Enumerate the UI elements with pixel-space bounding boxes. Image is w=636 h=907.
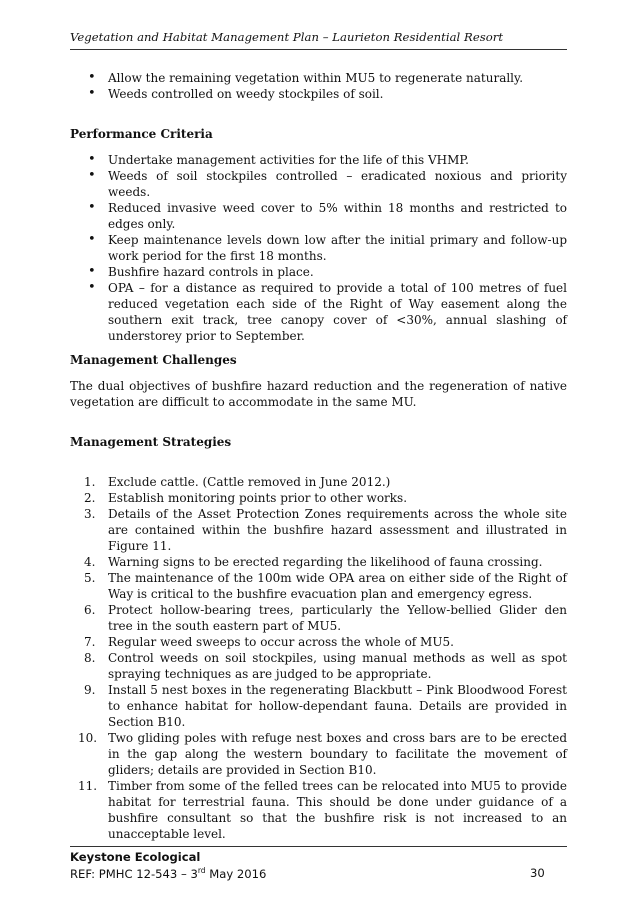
management-strategies-list [70,474,567,842]
item-number: 1. [84,475,96,489]
item-text: Two gliding poles with refuge nest boxes and cross bars are to be erected in the gap along the western boundary to facilitate the movement of gliders; details are provided in Section B10. [108,731,567,777]
list-item [70,602,567,634]
running-header: Vegetation and Habitat Management Plan – Laurieton Residential Resort [70,30,504,44]
item-number: 11. [78,779,98,793]
item-text: Protect hollow-bearing trees, particularly the Yellow-bellied Glider den tree in the south eastern part of MU5. [108,603,567,633]
list-item [70,506,567,554]
item-number: 9. [84,683,96,697]
item-text: The maintenance of the 100m wide OPA area on either side of the Right of Way is critical to the bushfire evacuation plan and emergency egress. [108,571,567,601]
list-item: • OPA – for a distance as required to provide a total of 100 metres of fuel reduced vegetation each side of the Right of Way easement along the southern exit track, tree canopy cover of <30%, annual slashing of understorey prior to September. [70,280,567,344]
list-item: • Undertake management activities for the life of this VHMP. [70,152,567,168]
list-item [70,554,567,570]
item-number: 6. [84,603,96,617]
footer-ref-ordinal: rd [197,866,206,875]
header-rule [70,49,567,50]
item-text: Regular weed sweeps to occur across the whole of MU5. [108,635,454,649]
item-number: 8. [84,651,96,665]
page-number: 30 [530,866,545,880]
footer-company: Keystone Ecological [70,850,201,864]
item-text: Details of the Asset Protection Zones requirements across the whole site are contained within the bushfire hazard assessment and illustrated in Figure 11. [108,507,567,553]
item-text: Exclude cattle. (Cattle removed in June 2012.) [108,475,391,489]
intro-bullet-list [70,70,567,102]
item-number: 10. [78,731,98,745]
performance-criteria-list [70,152,567,344]
list-item [70,634,567,650]
footer-ref-suffix: May 2016 [205,866,267,881]
item-number: 3. [84,507,96,521]
list-item: • Bushfire hazard controls in place. [70,264,567,280]
item-text: Warning signs to be erected regarding the likelihood of fauna crossing. [108,555,543,569]
list-item [70,490,567,506]
performance-criteria-heading: Performance Criteria [70,127,213,141]
list-item [70,682,567,730]
list-item [70,650,567,682]
management-challenges-text: The dual objectives of bushfire hazard reduction and the regeneration of native vegetation are difficult to accommodate in the same MU. [70,379,567,409]
item-text: Install 5 nest boxes in the regenerating Blackbutt – Pink Bloodwood Forest to enhance habitat for hollow-dependant fauna. Details are provided in Section B10. [108,683,567,729]
list-item: • Weeds of soil stockpiles controlled – eradicated noxious and priority weeds. [70,168,567,200]
item-number: 5. [84,571,96,585]
list-item: • Weeds controlled on weedy stockpiles of soil. [70,86,567,102]
item-number: 7. [84,635,96,649]
footer-rule [70,846,567,847]
footer-reference [70,866,266,881]
page-body [70,70,567,842]
list-item [70,730,567,778]
list-item [70,570,567,602]
list-item: • Allow the remaining vegetation within MU5 to regenerate naturally. [70,70,567,86]
item-text: Control weeds on soil stockpiles, using manual methods as well as spot spraying techniques as are judged to be appropriate. [108,651,567,681]
list-item [70,778,567,842]
item-text: Timber from some of the felled trees can be relocated into MU5 to provide habitat for terrestrial fauna. This should be done under guidance of a bushfire consultant so that the bushfire risk is not increased to an unacceptable level. [108,779,567,841]
item-text: Establish monitoring points prior to other works. [108,491,408,505]
management-challenges-heading: Management Challenges [70,353,237,367]
item-number: 2. [84,491,96,505]
list-item: • Keep maintenance levels down low after the initial primary and follow-up work period for the first 18 months. [70,232,567,264]
item-number: 4. [84,555,96,569]
management-strategies-heading: Management Strategies [70,435,232,449]
footer-ref-prefix: REF: PMHC 12-543 – 3 [70,866,198,881]
list-item [70,474,567,490]
list-item: • Reduced invasive weed cover to 5% within 18 months and restricted to edges only. [70,200,567,232]
